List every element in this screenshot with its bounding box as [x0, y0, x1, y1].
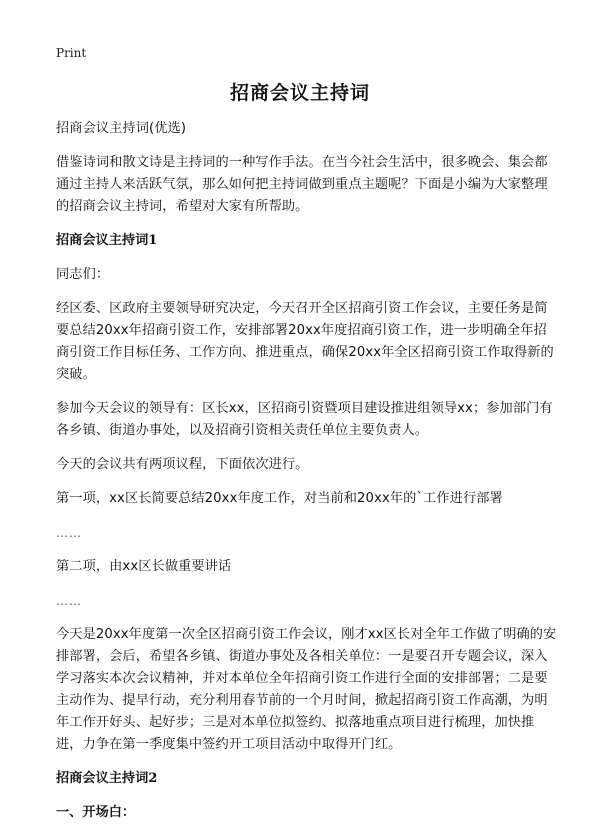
- print-label[interactable]: Print: [56, 46, 87, 60]
- section-1-paragraph-3: 今天的会议共有两项议程，下面依次进行。: [56, 457, 309, 472]
- page-title: 招商会议主持词: [229, 82, 370, 104]
- intro-paragraph: 借鉴诗词和散文诗是主持词的一种写作手法。在当今社会生活中，很多晚会、集会都通过主持人来活跃气氛，那么如何把主持词做到重点主题呢？下面是小编为大家整理的招商会议主持词，希望对大家有所帮助。: [56, 155, 548, 214]
- agenda-item-1: 第一项，xx区长简要总结20xx年度工作，对当前和20xx年的`工作进行部署: [56, 491, 503, 506]
- document-body: [56, 118, 560, 836]
- agenda-item-2: 第二项，由xx区长做重要讲话: [56, 559, 232, 574]
- section-1-paragraph-2: 参加今天会议的领导有：区长xx，区招商引资暨项目建设推进组领导xx；参加部门有各乡镇、街道办事处，以及招商引资相关责任单位主要负责人。: [56, 401, 553, 438]
- section-2-heading: 招商会议主持词2: [56, 771, 158, 786]
- ellipsis-2: ……: [56, 594, 82, 608]
- greeting: 同志们：: [56, 267, 110, 282]
- section-1-paragraph-1: 经区委、区政府主要领导研究决定，今天召开全区招商引资工作会议，主要任务是简要总结20xx年招商引资工作，安排部署20xx年度招商引资工作，进一步明确全年招商引资工作目标任务、工作方向、推进重点，确保20xx年全区招商引资工作取得新的突破。: [56, 301, 554, 382]
- document-subtitle: 招商会议主持词(优选): [56, 121, 187, 136]
- section-2-subheading: 一、开场白：: [56, 805, 136, 820]
- section-1-heading: 招商会议主持词1: [56, 233, 158, 248]
- closing-paragraph: 今天是20xx年度第一次全区招商引资工作会议，刚才xx区长对全年工作做了明确的安排部署，会后，希望各乡镇、街道办事处及各相关单位：一是要召开专题会议，深入学习落实本次会议精神，并对本单位全年招商引资工作进行全面的安排部署；二是要主动作为、提早行动，充分利用春节前的一个月时间，掀起招商引资工作高潮，为明年工作开好头、起好步；三是对本单位拟签约、拟落地重点项目进行梳理，加快推进，力争在第一季度集中签约开工项目活动中取得开门红。: [56, 627, 557, 752]
- ellipsis-1: ……: [56, 526, 82, 540]
